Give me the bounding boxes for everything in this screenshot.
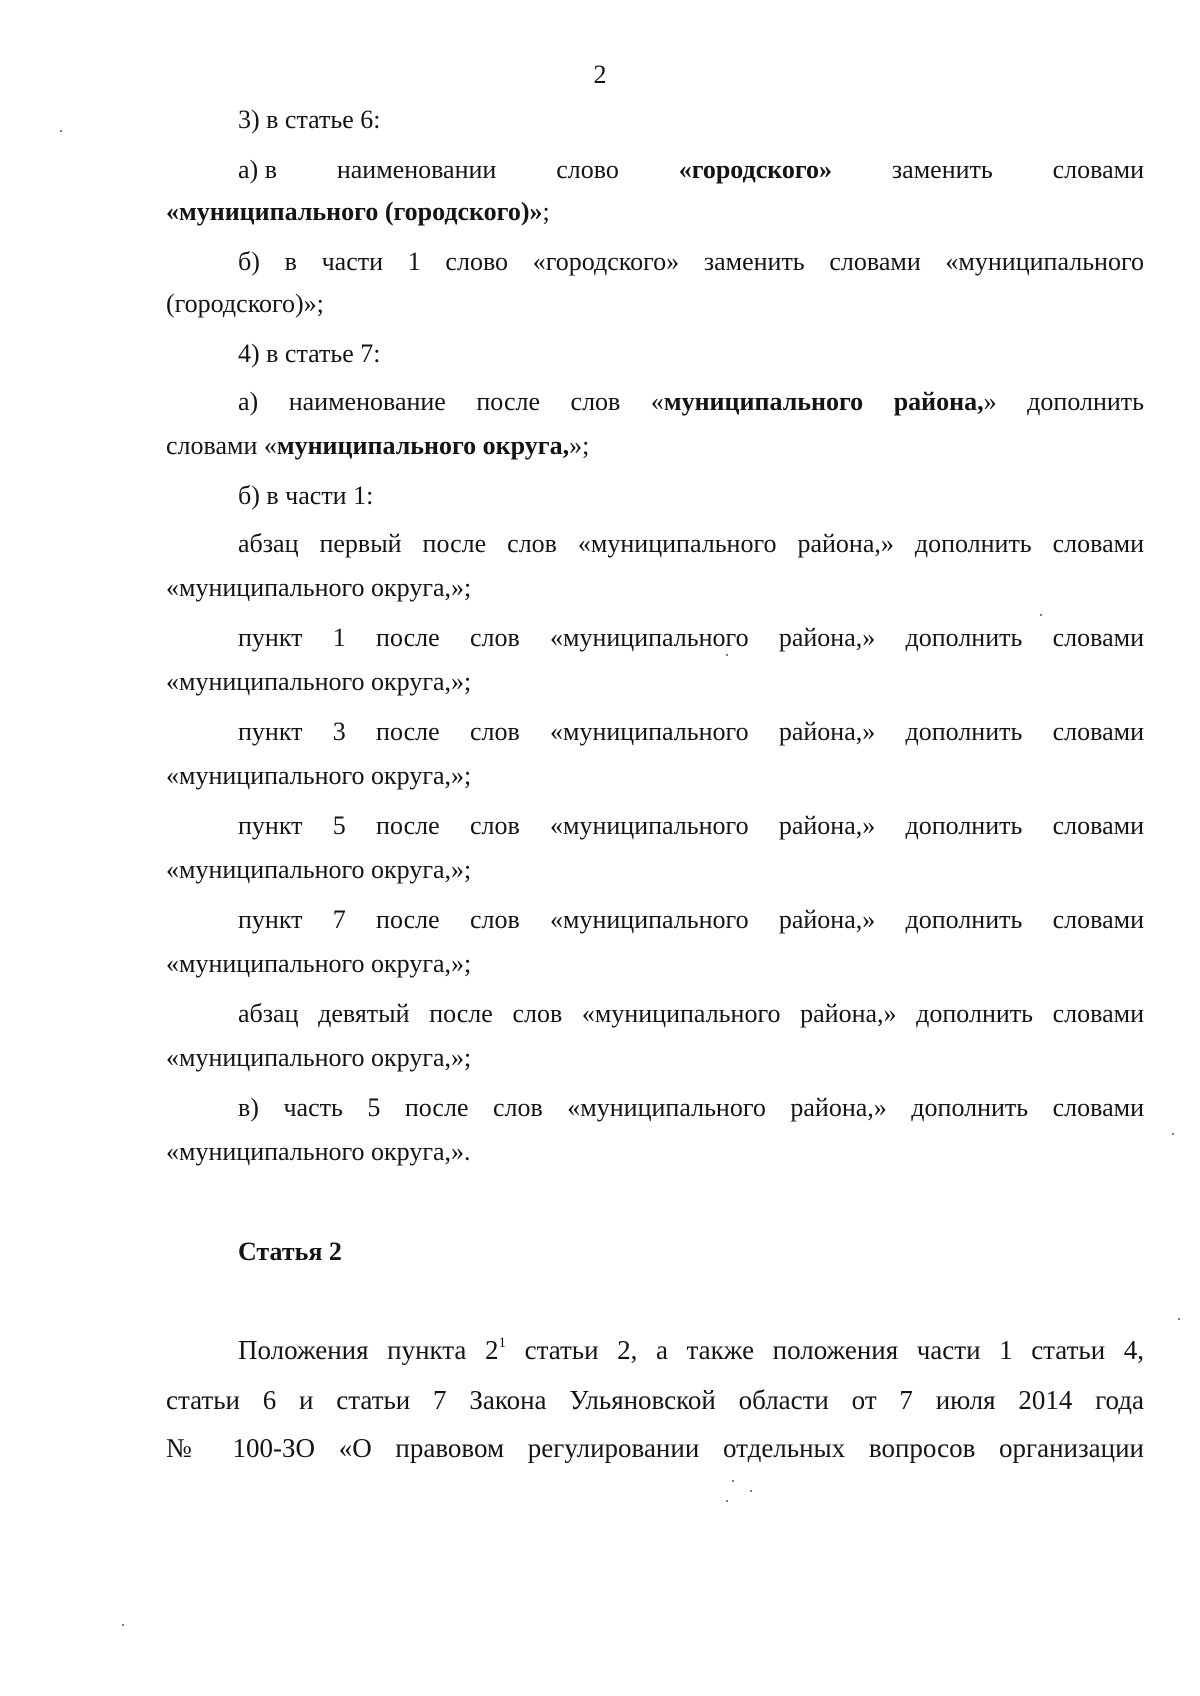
paragraph-line: «муниципального округа,»; — [166, 573, 472, 602]
word: заменить — [891, 155, 993, 184]
paragraph-line: «муниципального округа,»; — [166, 667, 472, 696]
scan-speck — [726, 1500, 728, 1502]
paragraph-6a-line2 — [166, 196, 550, 228]
text: а) наименование после слов « — [238, 387, 664, 416]
scan-speck — [750, 1490, 752, 1492]
paragraph-line: «муниципального округа,»; — [166, 1043, 472, 1072]
article2-line3: № 100-ЗО «О правовом регулировании отдельных вопросов организации — [166, 1433, 1144, 1463]
word: словами — [1052, 155, 1144, 184]
superscript: 1 — [498, 1335, 506, 1351]
bold-phrase: муниципального района, — [663, 387, 984, 416]
punct: ; — [542, 197, 550, 226]
scan-speck — [1178, 1318, 1180, 1320]
article-heading: Статья 2 — [238, 1237, 342, 1266]
paragraph-line: «муниципального округа,». — [166, 1137, 471, 1166]
paragraph-7a-line1 — [238, 386, 1144, 418]
bold-word: «городского» — [678, 155, 833, 184]
text: » дополнить — [983, 387, 1144, 416]
paragraph-line: «муниципального округа,»; — [166, 855, 472, 884]
word: а) в — [238, 155, 277, 184]
paragraph-line: «муниципального округа,»; — [166, 949, 472, 978]
scan-speck — [726, 654, 728, 656]
article2-line1 — [238, 1334, 1144, 1366]
article2-line2: статьи 6 и статьи 7 Закона Ульяновской области от 7 июля 2014 года — [166, 1385, 1144, 1415]
scan-speck — [1172, 1133, 1174, 1135]
bold-phrase: «муниципального (городского)» — [166, 197, 543, 226]
scan-speck — [122, 1624, 124, 1626]
paragraph-line: пункт 1 после слов «муниципального района,» дополнить словами — [238, 623, 1144, 652]
paragraph-line: абзац первый после слов «муниципального района,» дополнить словами — [238, 529, 1144, 558]
paragraph-line: пункт 5 после слов «муниципального района,» дополнить словами — [238, 811, 1144, 840]
word: слово — [556, 155, 619, 184]
page-number: 2 — [593, 60, 607, 89]
list-item-4: 4) в статье 7: — [238, 339, 381, 368]
scan-speck — [60, 130, 62, 132]
paragraph-7a-line2 — [166, 430, 589, 462]
paragraph-7b: б) в части 1: — [238, 481, 374, 510]
paragraph-line: в) часть 5 после слов «муниципального района,» дополнить словами — [238, 1093, 1144, 1122]
text: »; — [569, 431, 590, 460]
paragraph-6b-line2: (городского)»; — [166, 289, 324, 318]
text: статьи 2, а также положения части 1 статьи 4, — [506, 1335, 1144, 1365]
word: наименовании — [336, 155, 497, 184]
bold-phrase: муниципального округа, — [276, 431, 570, 460]
paragraph-line: «муниципального округа,»; — [166, 761, 472, 790]
paragraph-6a-line1 — [238, 154, 1144, 186]
list-item-3: 3) в статье 6: — [238, 105, 381, 134]
text: Положения пункта 2 — [238, 1335, 499, 1365]
scan-speck — [732, 1480, 734, 1482]
scan-speck — [1040, 614, 1042, 616]
text: словами « — [166, 431, 277, 460]
paragraph-line: пункт 7 после слов «муниципального района,» дополнить словами — [238, 905, 1144, 934]
paragraph-line: абзац девятый после слов «муниципального района,» дополнить словами — [238, 999, 1144, 1028]
paragraph-line: пункт 3 после слов «муниципального района,» дополнить словами — [238, 717, 1144, 746]
paragraph-6b-line1: б) в части 1 слово «городского» заменить словами «муниципального — [238, 247, 1144, 276]
